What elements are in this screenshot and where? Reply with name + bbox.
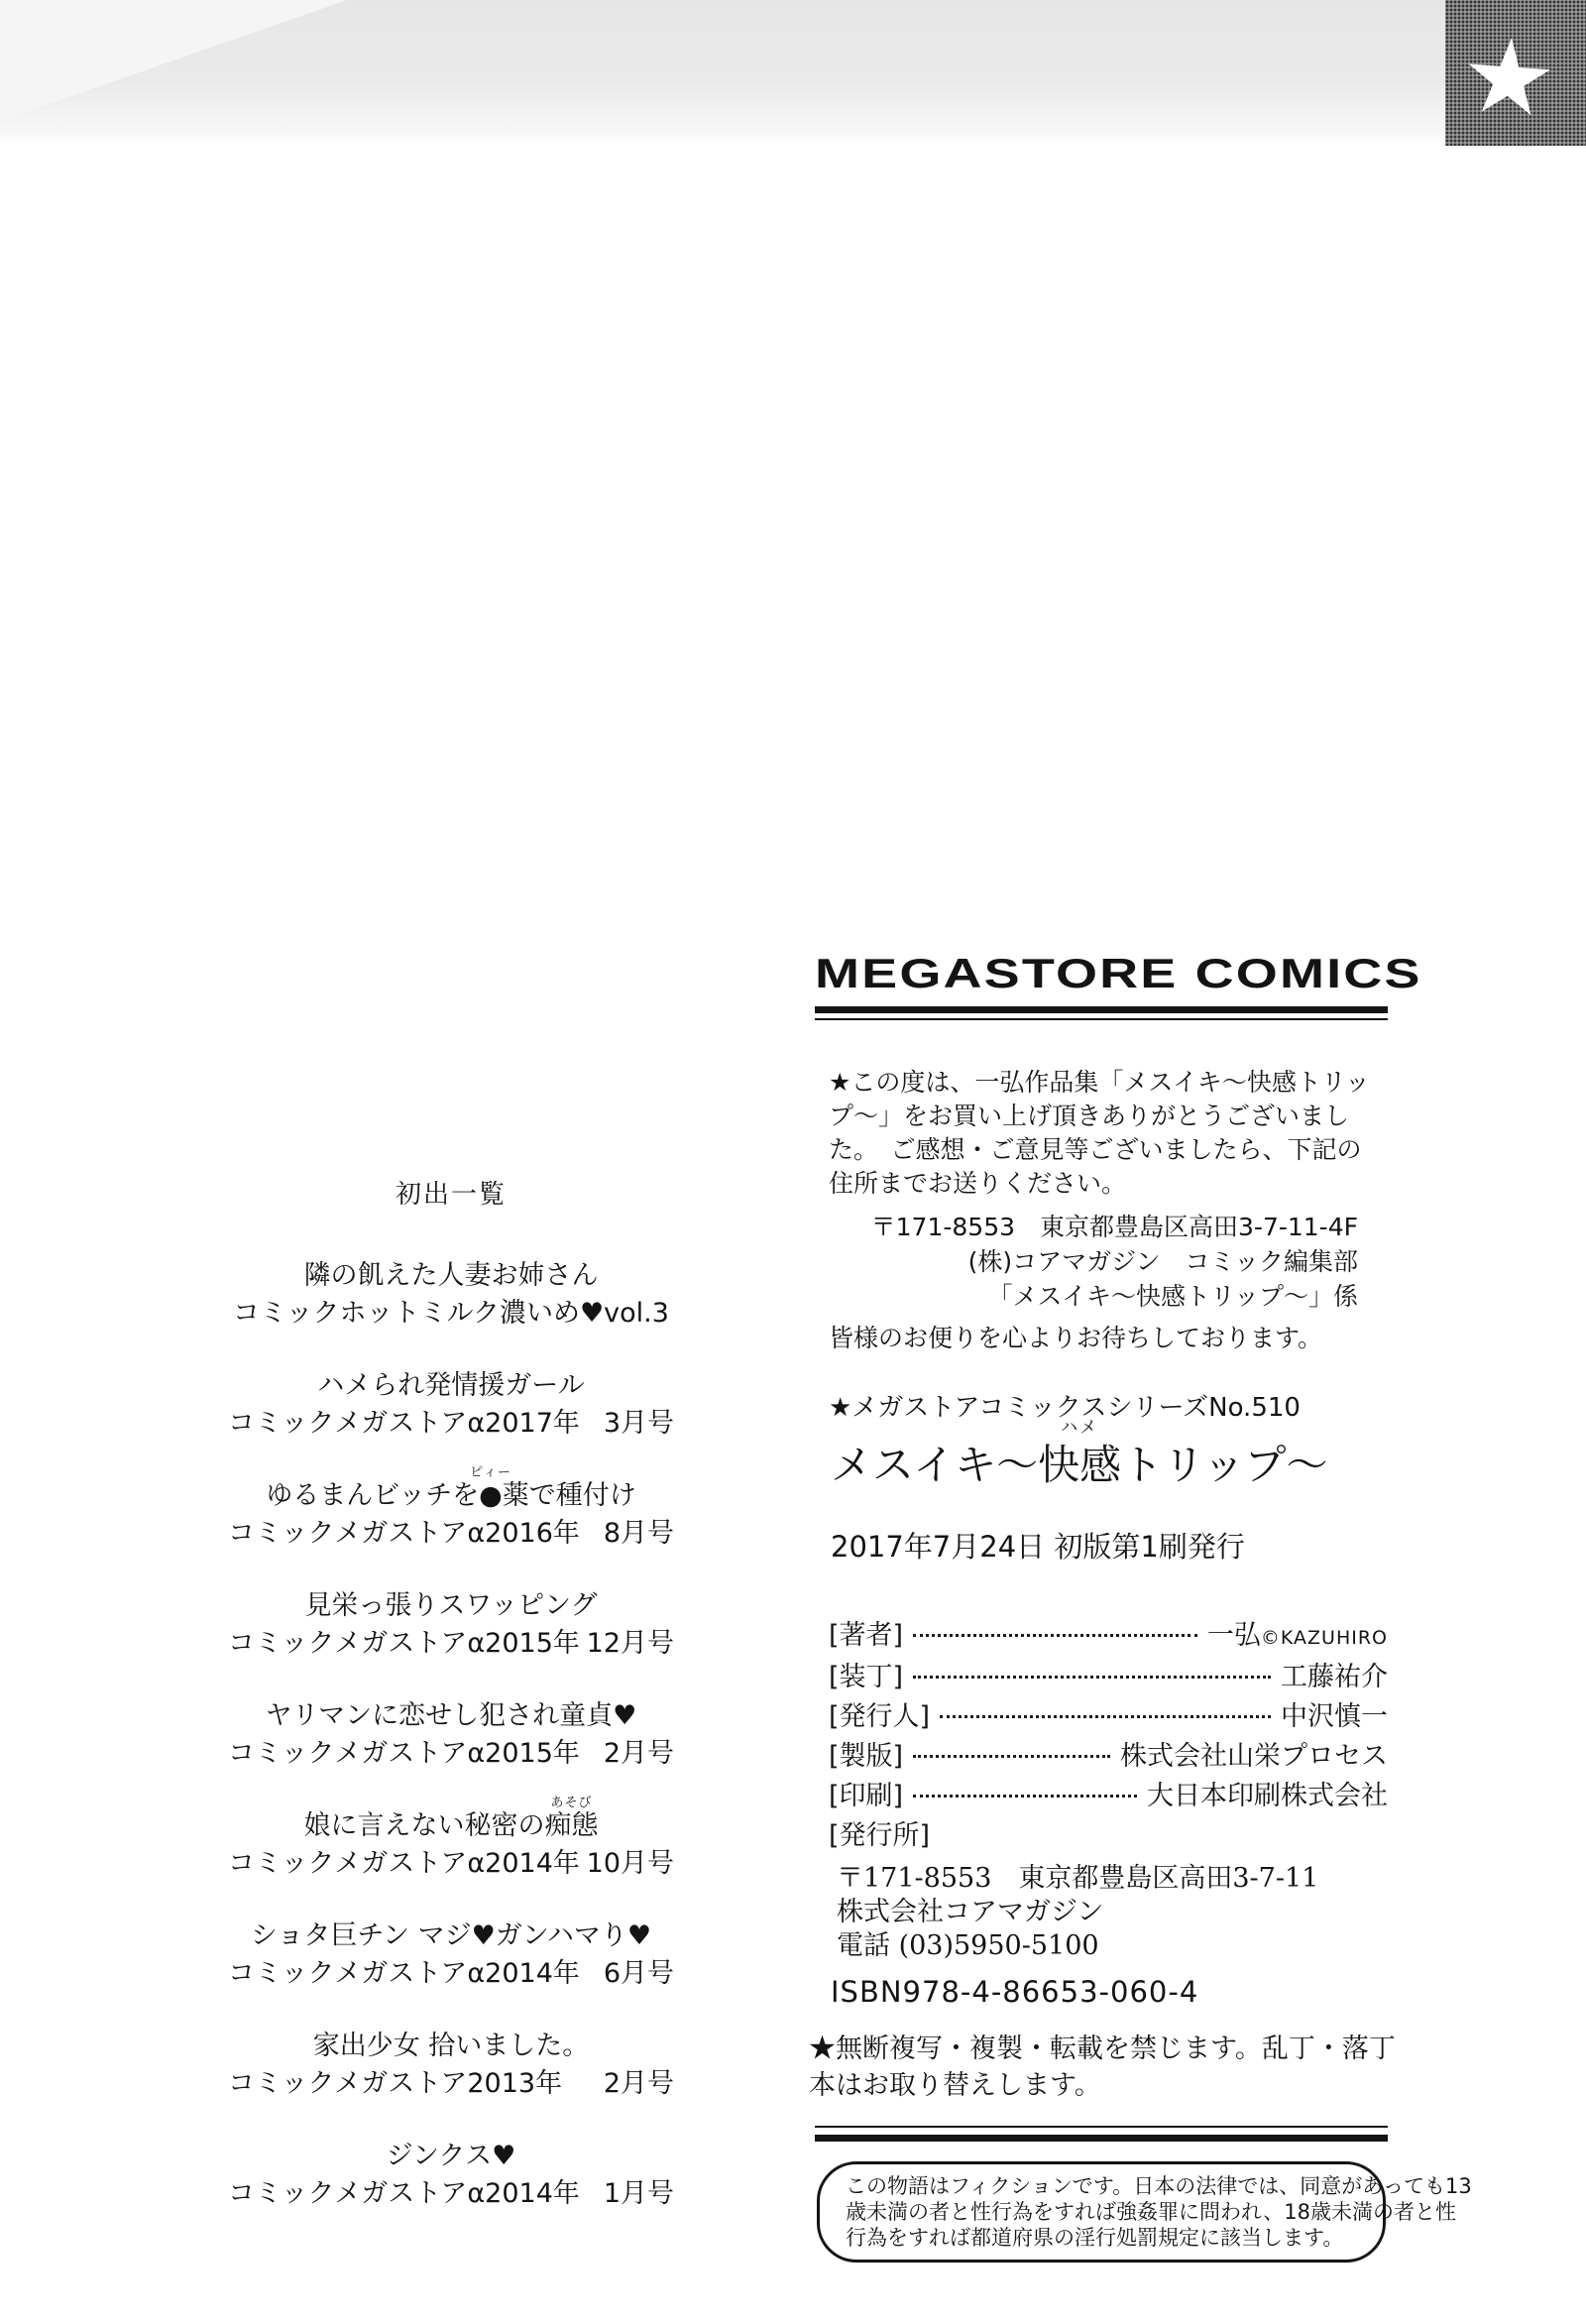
text-line: た。 ご感想・ご意見等ございましたら、下記の	[829, 1135, 1362, 1164]
credit-name: 工藤祐介	[1281, 1662, 1388, 1692]
publisher-label: [発行所]	[829, 1820, 931, 1851]
credits-list	[829, 1622, 1388, 1810]
source-issue: 12月号	[586, 1628, 674, 1659]
publication-title	[159, 1591, 743, 1621]
source-issue: 8月号	[603, 1518, 674, 1549]
publication-source	[228, 1629, 674, 1659]
publication-entries	[159, 1261, 743, 2209]
source-magazine: コミックメガストアα2014年	[228, 1848, 580, 1879]
bottom-rule-thick	[815, 2135, 1388, 2142]
waiting-line: 皆様のお便りを心よりお待ちしております。	[829, 1324, 1323, 1352]
first-publication-list	[159, 1180, 743, 2252]
title-text: 見栄っ張りスワッピング	[304, 1590, 598, 1621]
credit-label: [装丁]	[829, 1662, 904, 1692]
dotted-leader	[913, 1795, 1137, 1798]
source-magazine: コミックメガストアα2015年	[228, 1628, 580, 1659]
text-line: ★無断複写・複製・転載を禁じます。乱丁・落丁	[809, 2034, 1396, 2064]
isbn-line: ISBN978-4-86653-060-4	[831, 1975, 1199, 2009]
text-line: (株)コアマガジン コミック編集部	[967, 1247, 1358, 1276]
publication-title	[159, 1261, 743, 1291]
publication-entry	[159, 1701, 743, 1769]
publication-title	[159, 1465, 743, 1511]
source-issue: 10月号	[586, 1848, 674, 1879]
title-text: ハメられ発情援ガール	[317, 1370, 585, 1401]
title-text: ショタ巨チン マジ♥ガンハマり♥	[250, 1920, 652, 1951]
source-issue: 3月号	[603, 1408, 674, 1439]
publication-source	[228, 1409, 674, 1439]
credit-label: [印刷]	[829, 1781, 904, 1811]
credit-row	[829, 1703, 1388, 1731]
credit-label: [著者]	[829, 1620, 904, 1651]
credit-row	[829, 1622, 1388, 1652]
source-issue: 2月号	[603, 2068, 674, 2099]
source-magazine: コミックメガストア2013年	[228, 2068, 563, 2099]
text-line: この物語はフィクションです。日本の法律では、同意があっても13	[846, 2174, 1472, 2198]
publication-source: コミックホットミルク濃いめ♥vol.3	[233, 1298, 669, 1329]
publication-title	[159, 1701, 743, 1731]
publication-entry	[159, 1591, 743, 1659]
dotted-leader	[913, 1676, 1271, 1679]
text-line: 〒171-8553 東京都豊島区高田3-7-11	[837, 1863, 1319, 1894]
publication-entry	[159, 1465, 743, 1549]
corner-halftone-box	[1445, 0, 1586, 146]
star-icon	[1463, 35, 1554, 124]
source-magazine: コミックメガストアα2017年	[228, 1408, 580, 1439]
title-text: トリップ～	[1121, 1441, 1328, 1489]
ruby-text: ハメ	[1061, 1418, 1099, 1438]
source-issue: 1月号	[603, 2178, 674, 2209]
bottom-rule-thin	[815, 2126, 1388, 2128]
credit-row	[829, 1664, 1388, 1691]
text-line: 行為をすれば都道府県の淫行処罰規定に該当します。	[846, 2226, 1344, 2250]
dotted-leader	[913, 1634, 1197, 1637]
scan-gray-band	[0, 0, 1586, 147]
dotted-leader	[913, 1755, 1110, 1758]
publication-entry	[159, 1261, 743, 1329]
source-magazine: コミックメガストアα2014年	[228, 2178, 580, 2209]
publication-title	[159, 1796, 743, 1841]
publication-source	[228, 1519, 674, 1549]
publication-entry	[159, 1796, 743, 1879]
edition-line: 2017年7月24日 初版第1刷発行	[831, 1530, 1245, 1564]
megastore-comics-logo: MEGASTORE COMICS	[815, 950, 1422, 997]
dotted-leader	[940, 1715, 1271, 1718]
book-title	[831, 1418, 1388, 1491]
ruby-base: ● ピィー	[470, 1465, 511, 1511]
text-line: プ～」をお買い上げ頂きありがとうございまし	[829, 1102, 1350, 1130]
text-line: 歳未満の者と性行為をすれば強姦罪に問われ、18歳未満の者と性	[846, 2200, 1456, 2224]
ruby-base: 痴態 あそび	[544, 1796, 599, 1841]
publication-source	[228, 2179, 674, 2209]
title-text: 家出少女 拾いました。	[312, 2031, 590, 2061]
source-magazine: コミックメガストアα2015年	[228, 1738, 580, 1769]
editorial-address	[807, 1210, 1388, 1314]
title-text: メスイキ～	[831, 1441, 1039, 1489]
copyright-notice	[809, 2031, 1396, 2104]
publisher-section	[829, 1822, 1388, 1850]
title-text: 娘に言えない秘密の	[303, 1810, 545, 1841]
colophon	[807, 950, 1472, 2263]
credit-name: 株式会社山栄プロセス	[1120, 1741, 1388, 1772]
credit-label: [製版]	[829, 1741, 904, 1772]
title-text: ジンクス♥	[386, 2141, 516, 2171]
title-text: ゆるまんビッチを	[266, 1480, 480, 1511]
publication-source	[228, 2069, 674, 2099]
title-text: ヤリマンに恋せし犯され童貞♥	[265, 1700, 637, 1731]
logo-rule-thin	[815, 1018, 1388, 1020]
credit-name: 中沢慎一	[1281, 1701, 1388, 1732]
text-line: 「メスイキ～快感トリップ～」係	[987, 1282, 1358, 1311]
text-line: ★この度は、一弘作品集「メスイキ～快感トリッ	[829, 1068, 1370, 1097]
publisher-address	[837, 1862, 1388, 1963]
publication-source	[228, 1739, 674, 1769]
disclaimer-box	[817, 2161, 1472, 2263]
source-magazine: コミックメガストアα2014年	[228, 1958, 580, 1989]
credit-name-suffix: ©KAZUHIRO	[1260, 1627, 1388, 1649]
series-line: ★メガストアコミックスシリーズNo.510	[829, 1393, 1301, 1423]
ruby-text: ピィー	[470, 1465, 511, 1480]
credit-name: 一弘©KAZUHIRO	[1206, 1620, 1388, 1651]
logo-rule-thick	[815, 1006, 1388, 1013]
credit-name: 大日本印刷株式会社	[1147, 1781, 1388, 1811]
ruby-base: 快感 ハメ	[1038, 1418, 1122, 1489]
publication-source	[228, 1959, 674, 1989]
source-issue: 6月号	[603, 1958, 674, 1989]
publication-entry	[159, 1921, 743, 1989]
ruby-text: あそび	[550, 1796, 593, 1810]
publication-title	[159, 2032, 743, 2061]
source-magazine: コミックメガストアα2016年	[228, 1518, 580, 1549]
credit-label: [発行人]	[829, 1701, 931, 1732]
first-publication-heading: 初出一覧	[395, 1180, 507, 1210]
scan-light-wedge	[0, 0, 347, 121]
text-line: 住所までお送りください。	[829, 1169, 1127, 1198]
publication-entry	[159, 1371, 743, 1439]
text-line: 株式会社コアマガジン	[837, 1897, 1104, 1927]
thanks-paragraph	[829, 1066, 1388, 1201]
text-line: 〒171-8553 東京都豊島区高田3-7-11-4F	[870, 1213, 1358, 1241]
publication-title	[159, 1921, 743, 1951]
title-text: 薬で種付け	[502, 1480, 636, 1511]
title-text: 隣の飢えた人妻お姉さん	[303, 1260, 599, 1291]
credit-row	[829, 1783, 1388, 1810]
source-issue: 2月号	[603, 1738, 674, 1769]
publication-entry	[159, 2032, 743, 2099]
publisher-label-row	[829, 1822, 1388, 1850]
publication-entry	[159, 2142, 743, 2209]
text-line: 電話 (03)5950-5100	[837, 1930, 1099, 1961]
publication-title	[159, 1371, 743, 1401]
publication-source	[228, 1849, 674, 1879]
credit-row	[829, 1743, 1388, 1771]
text-line: 本はお取り替えします。	[809, 2070, 1101, 2101]
publication-title	[159, 2142, 743, 2171]
